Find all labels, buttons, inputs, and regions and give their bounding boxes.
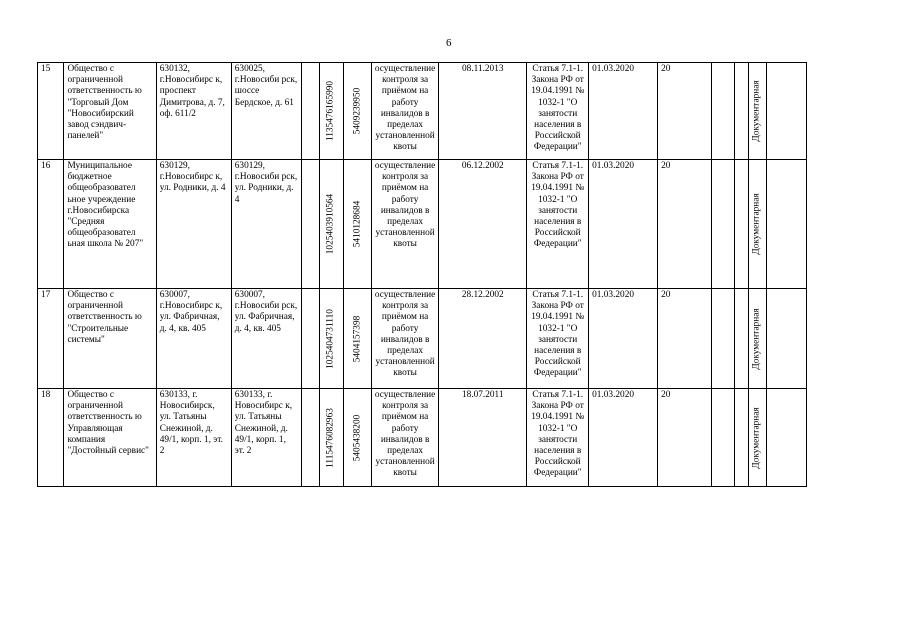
cell-days <box>658 389 712 487</box>
actual-address: 630133, г. Новосибирс к, ул. Татьяны Снежиной, д. 49/1, корп. 1, эт. 2 <box>234 390 293 457</box>
inn: 5410128684 <box>351 200 362 248</box>
cell-number <box>38 63 64 160</box>
cell-purpose <box>371 160 438 289</box>
cell-inn <box>344 289 372 389</box>
cell-empty-2 <box>712 63 735 160</box>
inspection-purpose: осуществление контроля за приёмом на работу инвалидов в пределах установленной квоты <box>374 161 436 250</box>
cell-legal-address <box>156 160 231 289</box>
cell-empty-3 <box>734 389 748 487</box>
cell-legal-address <box>156 289 231 389</box>
inn: 5405438200 <box>351 414 362 461</box>
cell-legal-address <box>156 389 231 487</box>
working-days: 20 <box>661 290 671 300</box>
inspection-form: Документарная <box>751 307 762 370</box>
cell-empty-4 <box>767 63 807 160</box>
legal-address: 630129, г.Новосибирс к, ул. Родники, д. 4 <box>159 161 226 194</box>
legal-basis: Статья 7.1-1. Закона РФ от 19.04.1991 № 1032-1 "О занятости населения в Российской Федерации" <box>531 290 585 379</box>
page-number: 6 <box>446 37 452 49</box>
cell-empty-3 <box>734 289 748 389</box>
inspection-plan-table <box>37 62 905 487</box>
inn: 5409239950 <box>351 87 362 135</box>
ogrn: 1025404731110 <box>325 308 336 369</box>
cell-purpose <box>371 289 438 389</box>
ogrn: 1025403910564 <box>325 193 336 255</box>
cell-actual-address <box>231 389 301 487</box>
cell-organization-name <box>64 160 156 289</box>
cell-actual-address <box>231 160 301 289</box>
start-date: 01.03.2020 <box>592 64 634 74</box>
inspection-form: Документарная <box>751 80 762 142</box>
cell-start-date <box>589 389 658 487</box>
cell-number <box>38 160 64 289</box>
actual-address: 630025, г.Новосиби рск, шоссе Бердское, д. 61 <box>234 64 298 108</box>
cell-registration-date <box>439 63 527 160</box>
cell-legal-address <box>156 63 231 160</box>
cell-start-date <box>589 160 658 289</box>
row-number: 18 <box>41 390 51 400</box>
cell-actual-address <box>231 63 301 160</box>
organization-name: Общество с ограниченной ответственность ю "Торговый Дом "Новосибирский завод сэндвич-панелей" <box>67 64 142 142</box>
cell-form <box>748 389 766 487</box>
cell-purpose <box>371 63 438 160</box>
cell-legal-basis <box>527 63 589 160</box>
cell-empty-2 <box>712 389 735 487</box>
inspection-form: Документарная <box>751 193 762 255</box>
table-row <box>38 63 905 160</box>
ogrn: 1135476165990 <box>325 80 336 142</box>
cell-days <box>658 160 712 289</box>
cell-empty-1 <box>301 389 319 487</box>
cell-ogrn <box>319 289 343 389</box>
actual-address: 630129, г.Новосиби рск, ул. Родники, д. 4 <box>234 161 298 205</box>
registration-date: 18.07.2011 <box>462 390 504 400</box>
cell-ogrn <box>319 63 343 160</box>
organization-name: Общество с ограниченной ответственность ю Управляющая компания "Достойный сервис" <box>67 390 149 457</box>
cell-legal-basis <box>527 389 589 487</box>
row-number: 15 <box>41 64 51 74</box>
cell-inn <box>344 389 372 487</box>
registration-date: 08.11.2013 <box>462 64 504 74</box>
cell-empty-4 <box>767 289 807 389</box>
cell-empty-2 <box>712 289 735 389</box>
table-row <box>38 160 905 289</box>
cell-empty-2 <box>712 160 735 289</box>
cell-empty-1 <box>301 289 319 389</box>
cell-form <box>748 63 766 160</box>
cell-number <box>38 289 64 389</box>
row-number: 17 <box>41 290 51 300</box>
organization-name: Общество с ограниченной ответственность ю "Строительные системы" <box>67 290 142 345</box>
start-date: 01.03.2020 <box>592 161 634 171</box>
cell-registration-date <box>439 160 527 289</box>
cell-empty-4 <box>767 160 807 289</box>
cell-inn <box>344 160 372 289</box>
legal-basis: Статья 7.1-1. Закона РФ от 19.04.1991 № 1032-1 "О занятости населения в Российской Федерации" <box>531 161 585 250</box>
cell-registration-date <box>439 389 527 487</box>
registration-date: 06.12.2002 <box>461 161 504 171</box>
cell-empty-3 <box>734 63 748 160</box>
cell-start-date <box>589 289 658 389</box>
inn: 5404157398 <box>351 315 362 362</box>
working-days: 20 <box>661 64 671 74</box>
working-days: 20 <box>661 161 671 171</box>
start-date: 01.03.2020 <box>592 290 634 300</box>
cell-purpose <box>371 389 438 487</box>
legal-basis: Статья 7.1-1. Закона РФ от 19.04.1991 № 1032-1 "О занятости населения в Российской Федерации" <box>531 390 585 479</box>
cell-actual-address <box>231 289 301 389</box>
legal-address: 630007, г.Новосибирс к, ул. Фабричная, д. 4, кв. 405 <box>159 290 223 334</box>
cell-inn <box>344 63 372 160</box>
cell-ogrn <box>319 160 343 289</box>
inspection-purpose: осуществление контроля за приёмом на работу инвалидов в пределах установленной квоты <box>374 64 436 153</box>
table-row <box>38 389 905 487</box>
registration-date: 28.12.2002 <box>461 290 504 300</box>
cell-organization-name <box>64 389 156 487</box>
cell-registration-date <box>439 289 527 389</box>
cell-form <box>748 289 766 389</box>
cell-empty-3 <box>734 160 748 289</box>
cell-organization-name <box>64 289 156 389</box>
cell-ogrn <box>319 389 343 487</box>
inspection-purpose: осуществление контроля за приёмом на работу инвалидов в пределах установленной квоты <box>374 390 436 479</box>
cell-organization-name <box>64 63 156 160</box>
cell-legal-basis <box>527 160 589 289</box>
cell-days <box>658 63 712 160</box>
ogrn: 1115476082963 <box>325 407 336 468</box>
cell-number <box>38 389 64 487</box>
cell-empty-4 <box>767 389 807 487</box>
working-days: 20 <box>661 390 671 400</box>
cell-empty-1 <box>301 160 319 289</box>
cell-days <box>658 289 712 389</box>
actual-address: 630007, г.Новосиби рск, ул. Фабричная, д. 4, кв. 405 <box>234 290 298 334</box>
organization-name: Муниципальное бюджетное общеобразовател ьное учреждение г.Новосибирска "Средняя общеобразовател ьная школа № 207" <box>67 161 144 250</box>
row-number: 16 <box>41 161 51 171</box>
cell-empty-1 <box>301 63 319 160</box>
start-date: 01.03.2020 <box>592 390 634 400</box>
cell-start-date <box>589 63 658 160</box>
legal-address: 630132, г.Новосибирс к, проспект Димитрова, д. 7, оф. 611/2 <box>159 64 225 119</box>
legal-basis: Статья 7.1-1. Закона РФ от 19.04.1991 № 1032-1 "О занятости населения в Российской Федерации" <box>531 64 585 153</box>
inspection-form: Документарная <box>751 406 762 469</box>
legal-address: 630133, г. Новосибирск, ул. Татьяны Снежиной, д. 49/1, корп. 1, эт. 2 <box>159 390 223 457</box>
inspection-purpose: осуществление контроля за приёмом на работу инвалидов в пределах установленной квоты <box>374 290 436 379</box>
cell-legal-basis <box>527 289 589 389</box>
cell-form <box>748 160 766 289</box>
table-row <box>38 289 905 389</box>
